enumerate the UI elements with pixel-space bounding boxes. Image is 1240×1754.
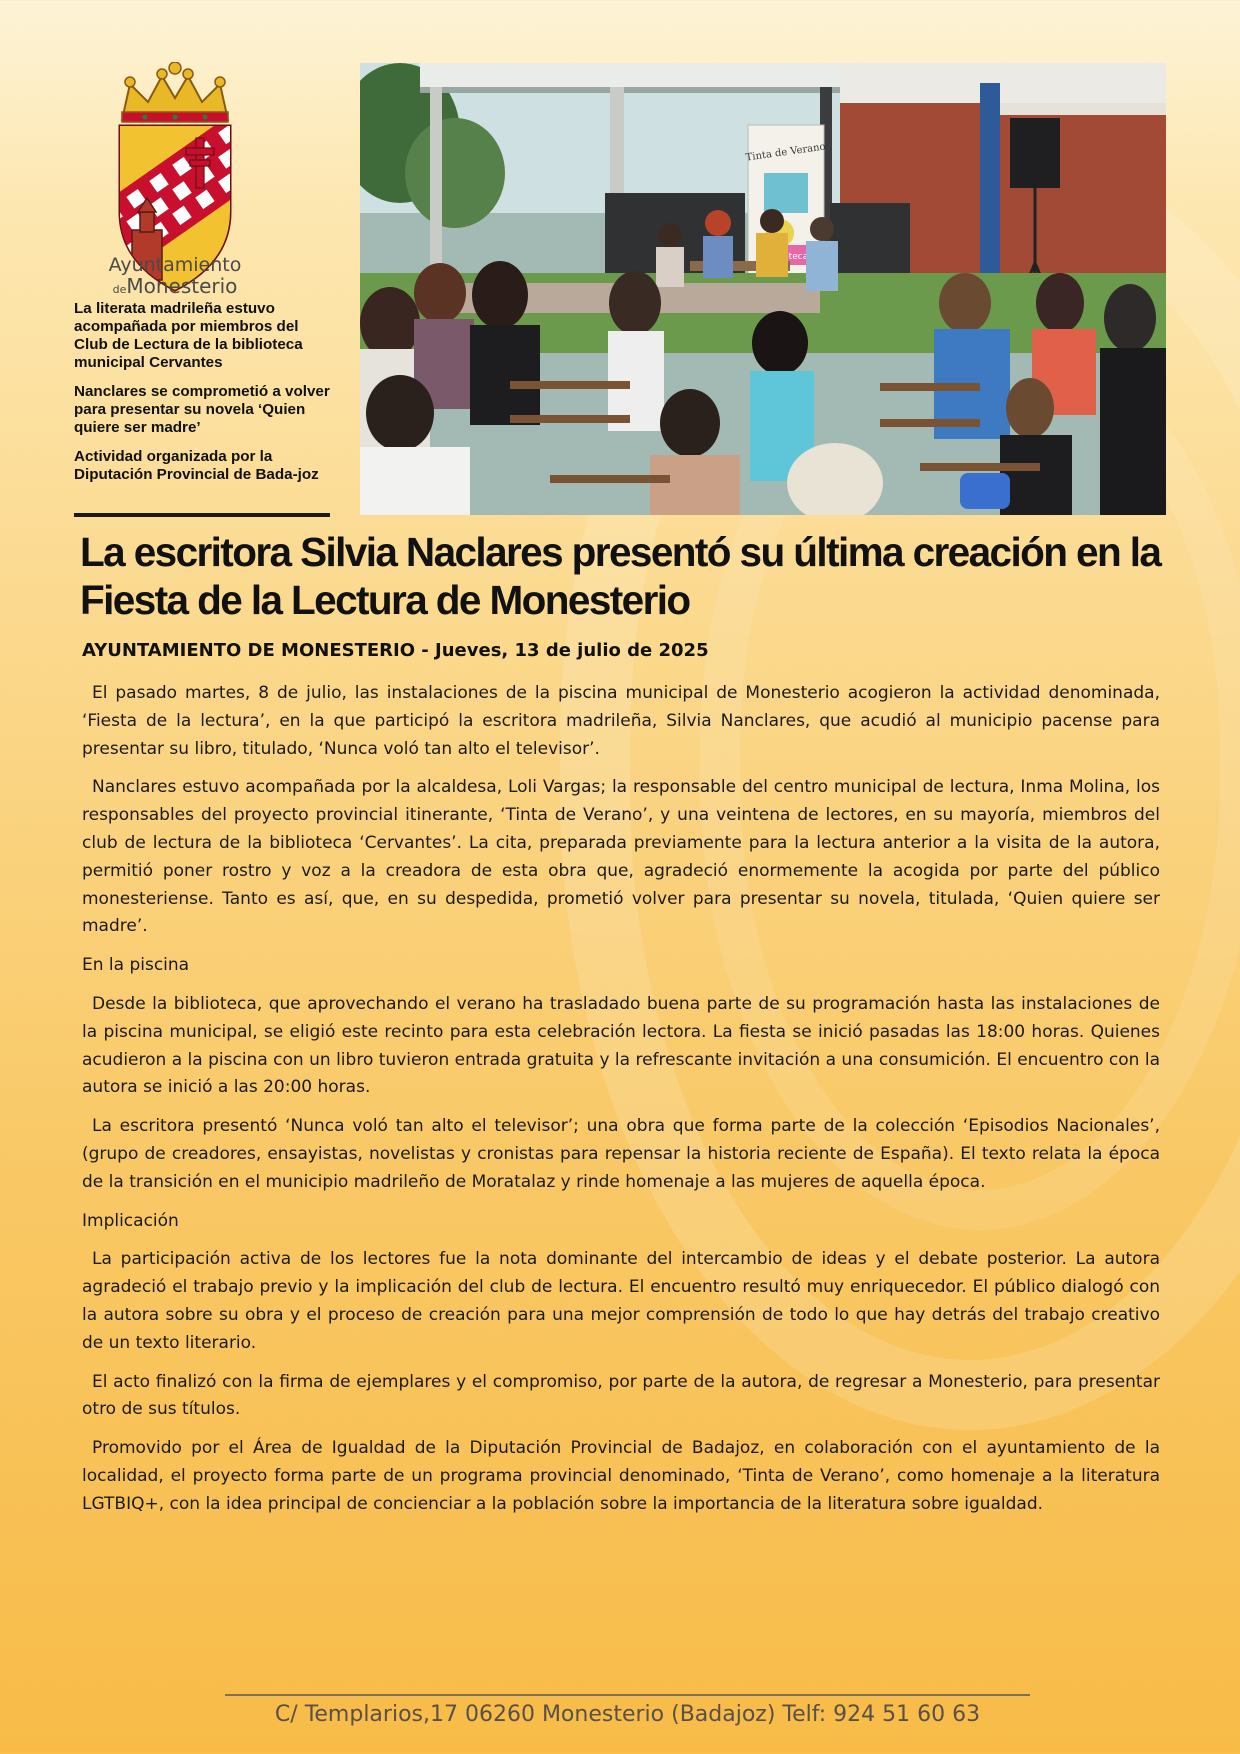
paragraph-3: Desde la biblioteca, que aprovechando el verano ha trasladado buena parte de su programación hasta las instalaciones de la piscina municipal, se eligió este recinto para esta celebración lectora. La fiesta se inició pasadas las 18:00 horas. Quienes acudieron a la piscina con un libro tuvieron entrada gratuita y la refrescante invitación a una consumición. El encuentro con la autora se inició a las 20:00 horas.: [82, 993, 1160, 1098]
event-photo: [360, 63, 1166, 515]
highlight-3: Actividad organizada por la Diputación Provincial de Bada-joz: [74, 448, 319, 483]
paragraph-6: El acto finalizó con la firma de ejemplares y el compromiso, por parte de la autora, de regresar a Monesterio, para presentar otro de sus títulos.: [82, 1371, 1160, 1420]
footer-divider: [225, 1694, 1030, 1696]
highlights-divider: [74, 513, 330, 517]
paragraph-5: La participación activa de los lectores fue la nota dominante del intercambio de ideas y el debate posterior. La autora agradeció el trabajo previo y la implicación del club de lectura. El encuentro resultó muy enriquecedor. El público dialogó con la autora sobre su obra y el proceso de creación para una mejor comprensión de todo lo que hay detrás del trabajo creativo de un texto literario.: [82, 1249, 1160, 1353]
logo-wordmark: [80, 256, 270, 296]
paragraph-7: Promovido por el Área de Igualdad de la Diputación Provincial de Badajoz, en colaboración con el ayuntamiento de la localidad, el proyecto forma parte de un programa provincial denominado, ‘Tinta de Verano’, como homenaje a la literatura LGTBIQ+, con la idea principal de concienciar a la población sobre la importancia de la literatura sobre igualdad.: [82, 1438, 1160, 1514]
highlights-column: [74, 300, 330, 495]
paragraph-2: Nanclares estuvo acompañada por la alcaldesa, Loli Vargas; la responsable del centro municipal de lectura, Inma Molina, los responsables del proyecto provincial itinerante, ‘Tinta de Verano’, y una veintena de lectores, en su mayoría, miembros del club de lectura de la biblioteca ‘Cervantes’. La cita, preparada previamente para la lectura anterior a la visita de la autora, permitió poner rostro y voz a la creadora de esta obra que, agradeció enormemente la acogida por parte del público monesteriense. Tanto es así, que, en su despedida, prometió volver para presentar su novela, titulada, ‘Quien quiere ser madre’.: [82, 777, 1160, 937]
highlight-2: Nanclares se comprometió a volver para presentar su novela ‘Quien quiere ser madre’: [74, 383, 330, 436]
logo-line-de: de: [112, 283, 127, 296]
article-headline: La escritora Silvia Naclares presentó su última creación en la Fiesta de la Lectura de Monesterio: [80, 529, 1161, 623]
highlight-1: La literata madrileña estuvo acompañada por miembros del Club de Lectura de la biblioteca municipal Cervantes: [74, 300, 303, 371]
logo-line-ayuntamiento: Ayuntamiento: [108, 254, 242, 276]
logo-line-name: Monesterio: [126, 274, 238, 298]
article-byline: AYUNTAMIENTO DE MONESTERIO - Jueves, 13 de julio de 2025: [82, 640, 709, 661]
banner-title: Tinta de Verano: [745, 141, 827, 164]
article-body: [82, 680, 1160, 1530]
footer-address: C/ Templarios,17 06260 Monesterio (Badajoz) Telf: 924 51 60 63: [274, 1702, 981, 1727]
paragraph-1: El pasado martes, 8 de julio, las instalaciones de la piscina municipal de Monesterio acogieron la actividad denominada, ‘Fiesta de la lectura’, en la que participó la escritora madrileña, Silvia Nanclares, que acudió al municipio pacense para presentar su libro, titulado, ‘Nunca voló tan alto el televisor’.: [82, 683, 1160, 759]
logo-line-monesterio: [80, 276, 270, 296]
subheading-piscina: En la piscina: [82, 955, 190, 976]
subheading-implicacion: Implicación: [82, 1210, 179, 1231]
paragraph-4: La escritora presentó ‘Nunca voló tan alto el televisor’; una obra que forma parte de la colección ‘Episodios Nacionales’, (grupo de creadores, ensayistas, novelistas y cronistas para repensar la historia reciente de España). El texto relata la época de la transición en el municipio madrileño de Moratalaz y rinde homenaje a las mujeres de aquella época.: [82, 1116, 1160, 1192]
